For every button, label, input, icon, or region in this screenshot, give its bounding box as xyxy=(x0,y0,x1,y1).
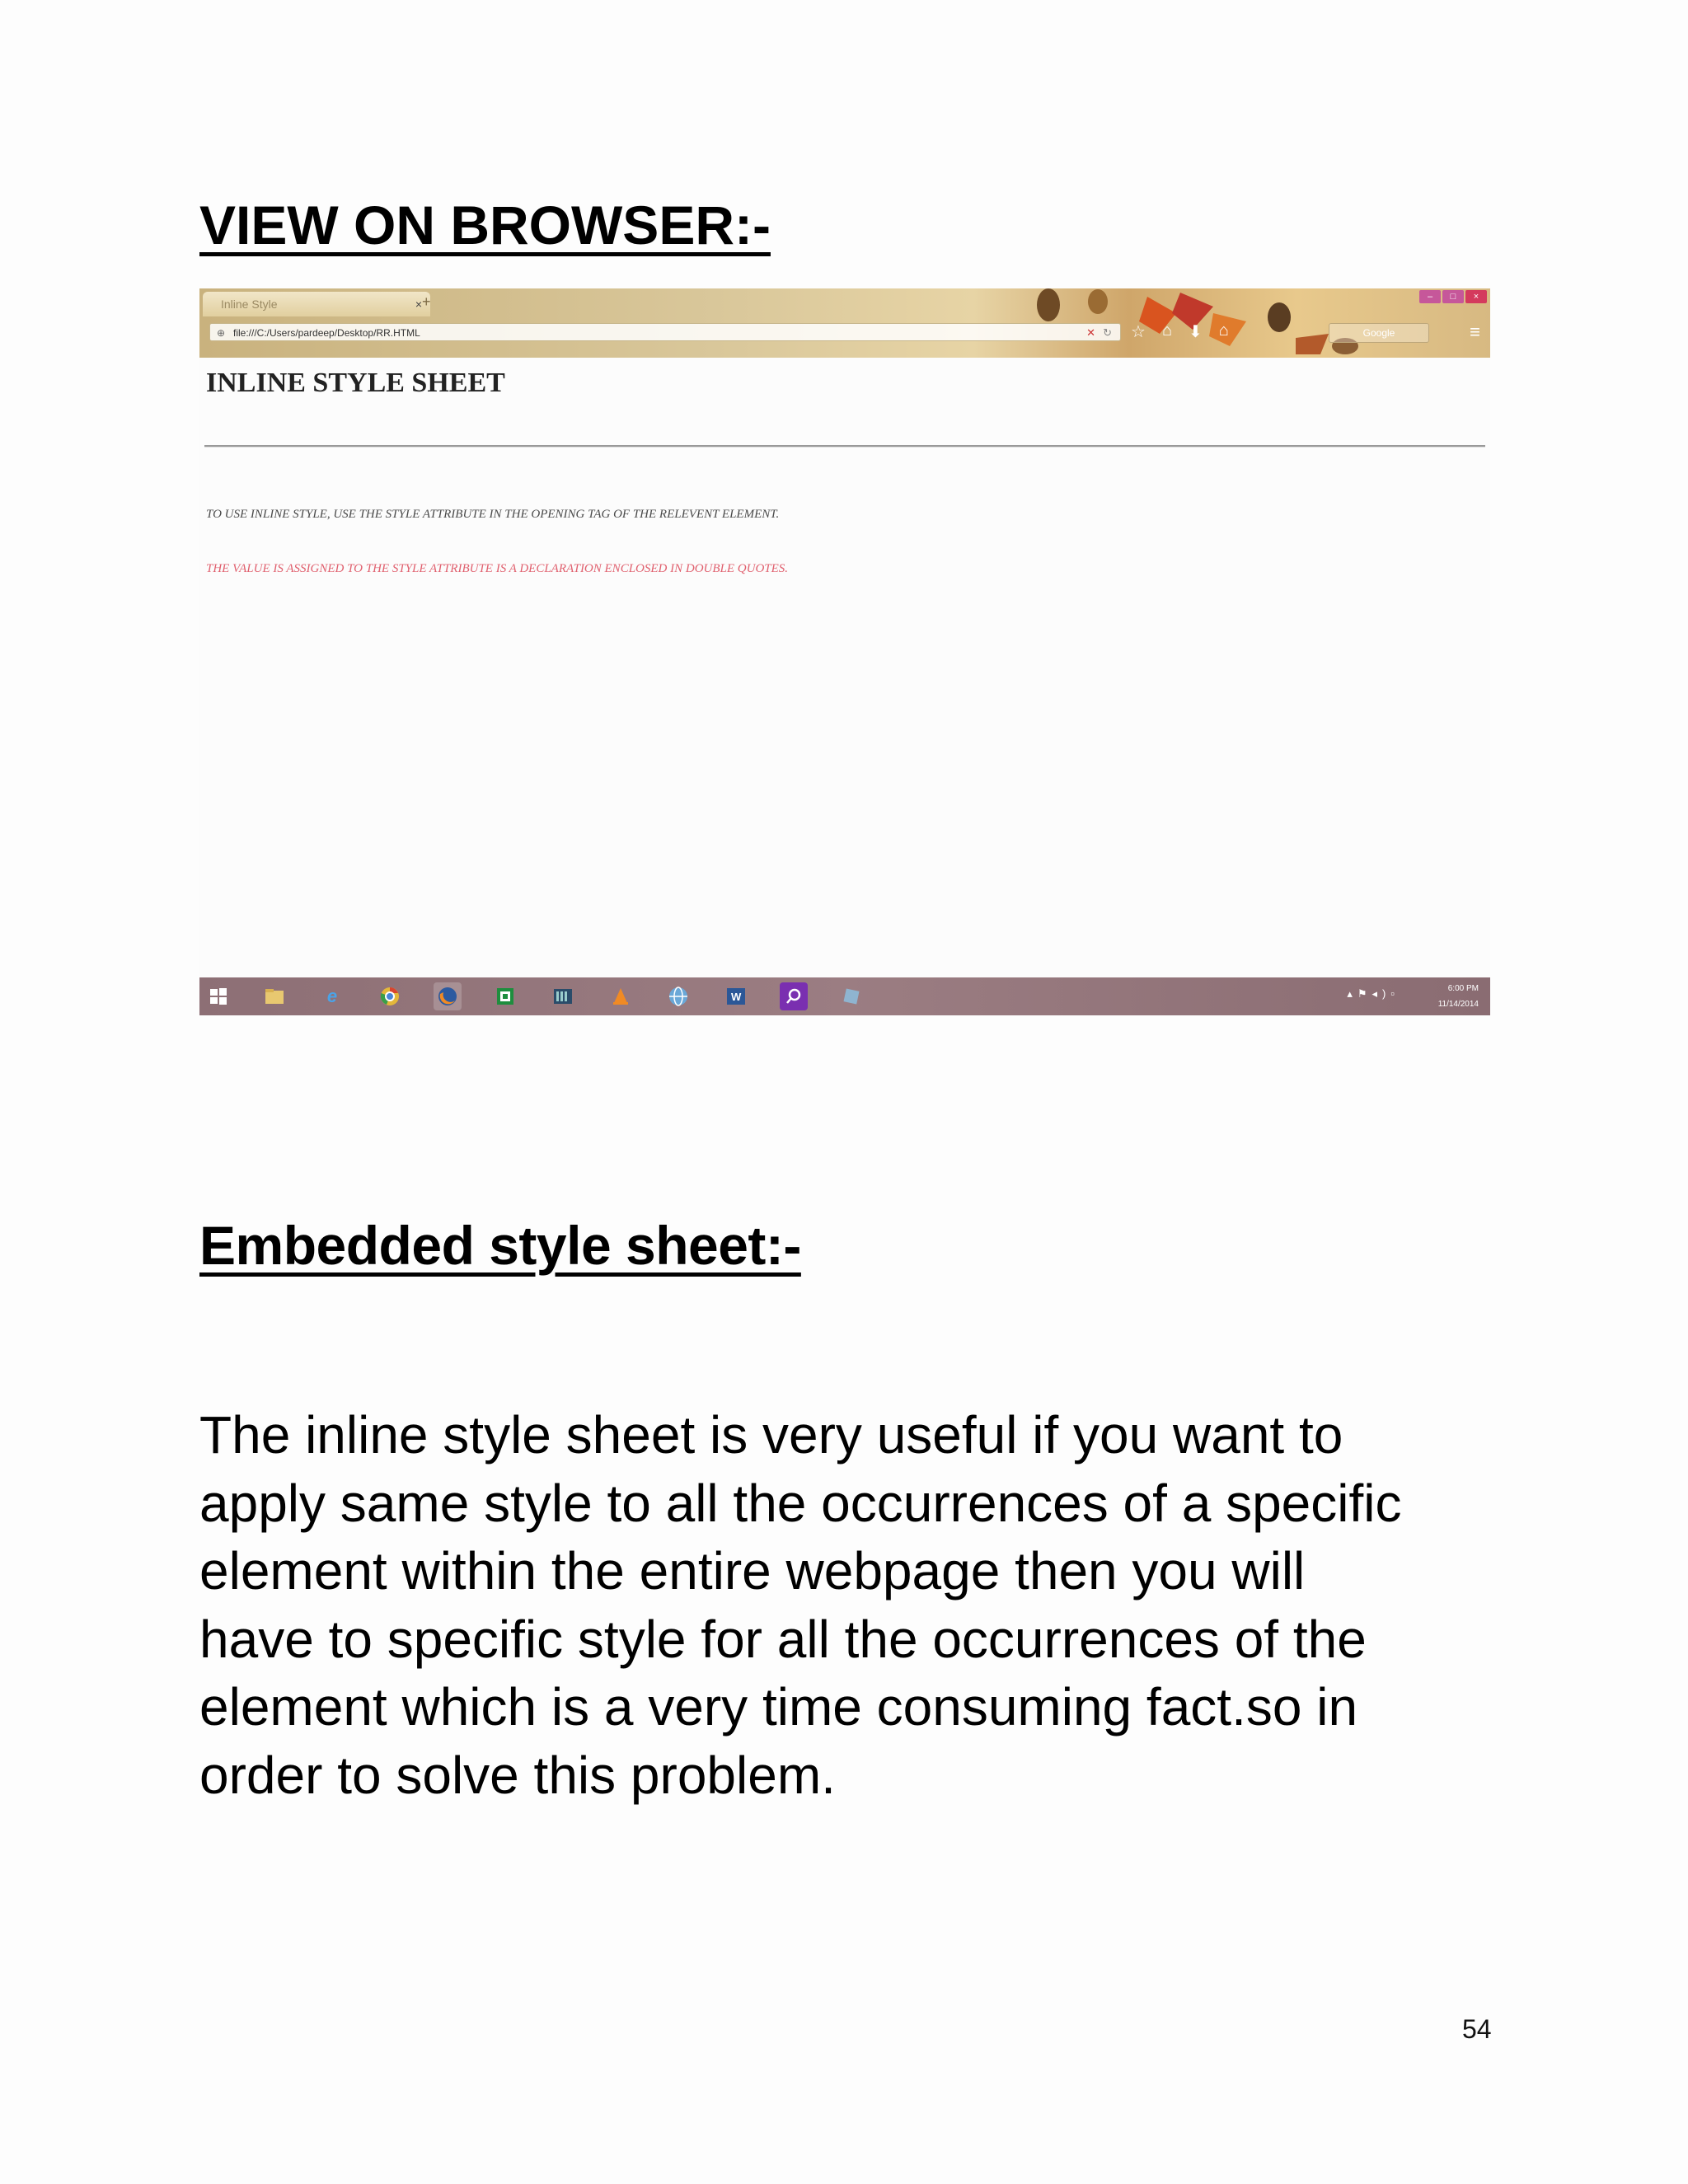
internet-explorer-icon[interactable]: e xyxy=(326,986,338,1006)
address-bar[interactable] xyxy=(209,323,1121,341)
word-icon[interactable] xyxy=(722,982,750,1010)
search-input[interactable]: Google xyxy=(1329,323,1429,343)
refresh-icon[interactable]: ↻ xyxy=(1103,326,1112,339)
vlc-icon[interactable] xyxy=(607,982,635,1010)
page-title: INLINE STYLE SHEET xyxy=(206,368,505,398)
globe-app-icon[interactable] xyxy=(664,982,692,1010)
close-window-icon[interactable]: × xyxy=(1465,290,1487,303)
body-paragraph xyxy=(199,1401,1502,1809)
stop-icon[interactable]: ✕ xyxy=(1086,326,1095,339)
file-explorer-icon[interactable] xyxy=(260,982,288,1010)
download-icon[interactable]: ⬇ xyxy=(1189,323,1203,341)
page-line-2: THE VALUE IS ASSIGNED TO THE STYLE ATTRIBUTE IS A DECLARATION ENCLOSED IN DOUBLE QUOTES. xyxy=(206,562,789,575)
search-app-icon[interactable] xyxy=(780,982,808,1010)
library-icon[interactable] xyxy=(549,982,577,1010)
new-tab-icon[interactable]: + xyxy=(422,293,431,310)
globe-icon: ⊕ xyxy=(217,327,226,339)
clock-time: 6:00 PM xyxy=(1447,984,1479,993)
chrome-icon[interactable] xyxy=(376,982,404,1010)
page-number: 54 xyxy=(1462,2014,1492,2044)
sheet-app-icon[interactable] xyxy=(491,982,519,1010)
body-line: The inline style sheet is very useful if you want to xyxy=(199,1405,1343,1465)
clock-date: 11/14/2014 xyxy=(1437,1000,1479,1009)
svg-text:W: W xyxy=(731,991,742,1003)
body-line: order to solve this problem. xyxy=(199,1745,836,1805)
tab-title: Inline Style xyxy=(221,298,278,311)
browser-screenshot xyxy=(199,288,1490,1015)
horizontal-rule xyxy=(204,445,1485,448)
browser-tab[interactable] xyxy=(203,292,430,316)
hamburger-menu-icon[interactable]: ≡ xyxy=(1470,321,1480,342)
home-icon[interactable]: ⌂ xyxy=(1161,321,1173,340)
body-line: element which is a very time consuming fact.so in xyxy=(199,1677,1358,1736)
toolbar-icons xyxy=(1131,321,1229,342)
system-tray-icons[interactable]: ▴⚑◂)▫ xyxy=(1347,987,1400,1000)
address-url: file:///C:/Users/pardeep/Desktop/RR.HTML xyxy=(233,327,420,339)
firefox-icon[interactable] xyxy=(434,982,462,1010)
tab-close-icon[interactable]: × xyxy=(415,298,422,311)
body-line: element within the entire webpage then you will xyxy=(199,1541,1306,1601)
body-line: have to specific style for all the occurrences of the xyxy=(199,1609,1367,1669)
taskbar xyxy=(199,977,1490,1015)
home-page-icon[interactable]: ⌂ xyxy=(1218,321,1229,340)
page-line-1: TO USE INLINE STYLE, USE THE STYLE ATTRIBUTE IN THE OPENING TAG OF THE RELEVENT ELEMENT. xyxy=(206,508,780,521)
body-line: apply same style to all the occurrences of a specific xyxy=(199,1473,1402,1533)
tool-app-icon[interactable] xyxy=(837,982,865,1010)
windows-start-icon[interactable] xyxy=(204,982,232,1010)
browser-chrome xyxy=(199,288,1490,358)
heading-view-on-browser: VIEW ON BROWSER:- xyxy=(199,194,771,255)
minimize-icon[interactable]: – xyxy=(1419,290,1441,303)
heading-embedded-style-sheet: Embedded style sheet:- xyxy=(199,1215,801,1276)
window-controls xyxy=(1419,290,1487,303)
taskbar-clock[interactable] xyxy=(1438,981,1479,1012)
maximize-icon[interactable]: □ xyxy=(1442,290,1464,303)
bookmark-star-icon[interactable]: ☆ xyxy=(1131,323,1146,341)
